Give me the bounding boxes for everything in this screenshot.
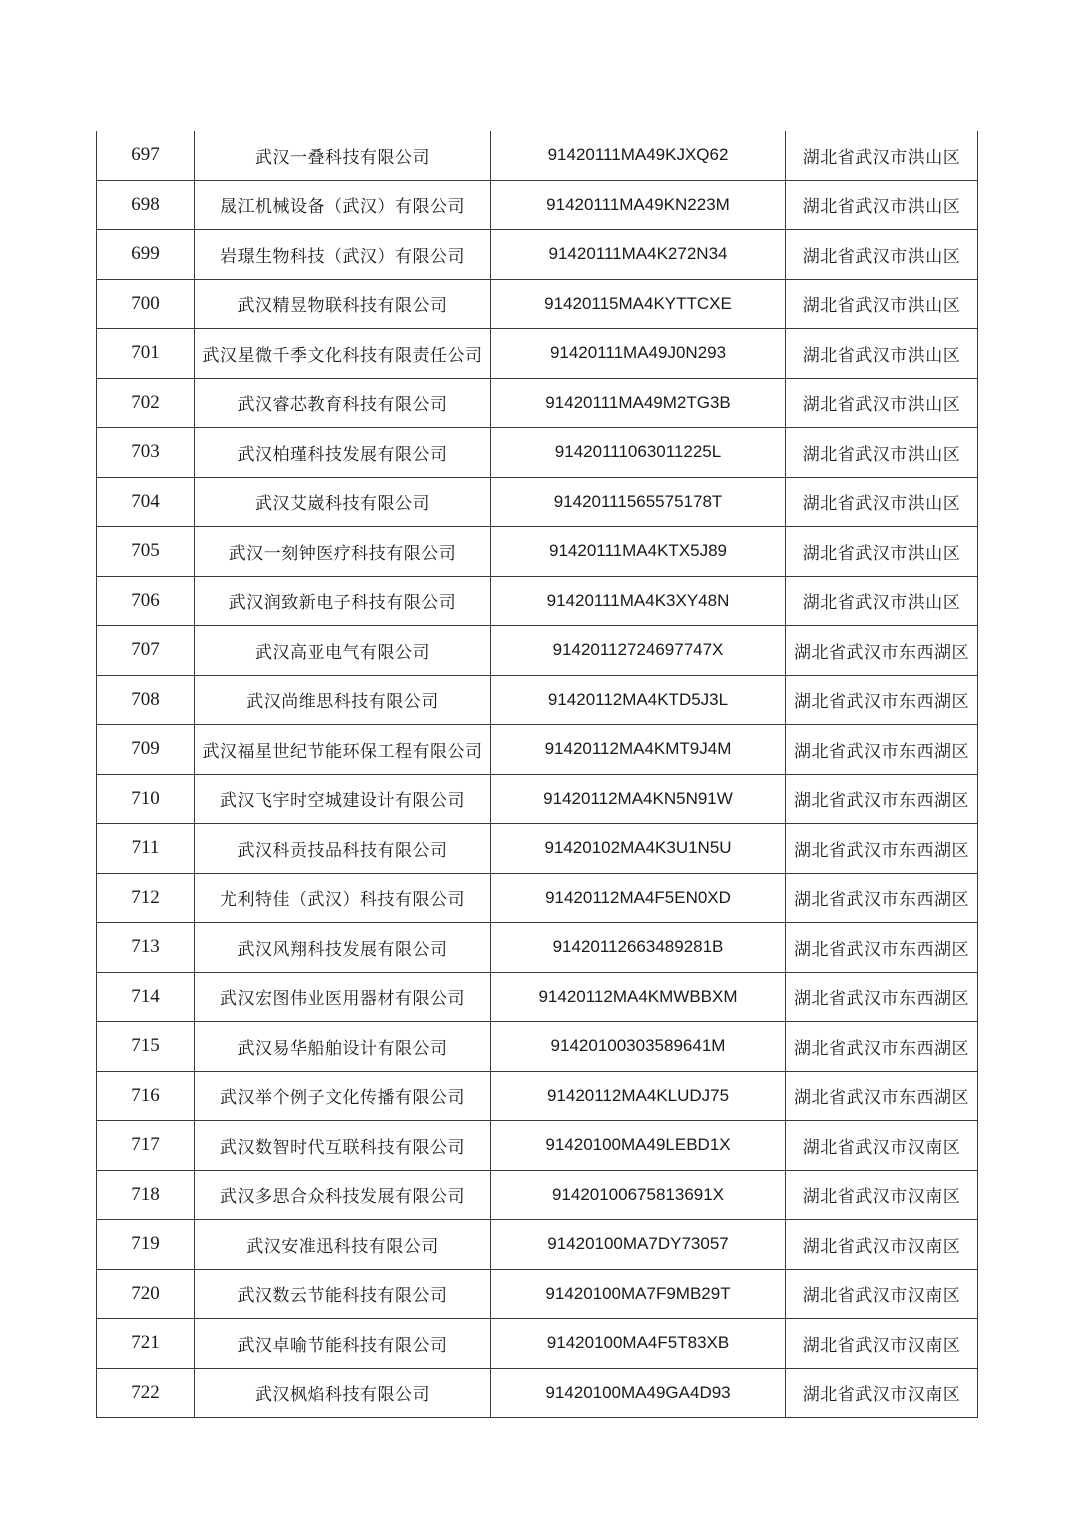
credit-code: 91420100MA4F5T83XB [491,1319,786,1369]
row-number: 701 [97,329,195,379]
credit-code: 91420112724697747X [491,626,786,676]
row-number: 722 [97,1368,195,1418]
credit-code: 91420115MA4KYTTCXE [491,279,786,329]
region: 湖北省武汉市洪山区 [786,378,978,428]
region: 湖北省武汉市东西湖区 [786,923,978,973]
region: 湖北省武汉市东西湖区 [786,725,978,775]
company-name: 武汉一刻钟医疗科技有限公司 [195,527,491,577]
table-row [97,626,978,676]
credit-code: 91420100303589641M [491,1022,786,1072]
row-number: 721 [97,1319,195,1369]
credit-code: 91420102MA4K3U1N5U [491,824,786,874]
table-row [97,378,978,428]
row-number: 704 [97,477,195,527]
table-row [97,1220,978,1270]
table-row [97,1170,978,1220]
credit-code: 91420112MA4F5EN0XD [491,873,786,923]
credit-code: 91420111565575178T [491,477,786,527]
region: 湖北省武汉市洪山区 [786,329,978,379]
region: 湖北省武汉市洪山区 [786,180,978,230]
row-number: 715 [97,1022,195,1072]
row-number: 697 [97,131,195,180]
region: 湖北省武汉市洪山区 [786,131,978,180]
company-name: 武汉精昱物联科技有限公司 [195,279,491,329]
company-name: 武汉润致新电子科技有限公司 [195,576,491,626]
table-row [97,1022,978,1072]
region: 湖北省武汉市东西湖区 [786,1022,978,1072]
credit-code: 91420111MA4K272N34 [491,230,786,280]
region: 湖北省武汉市东西湖区 [786,824,978,874]
company-name: 武汉高亚电气有限公司 [195,626,491,676]
company-name: 武汉一叠科技有限公司 [195,131,491,180]
company-name: 武汉安准迅科技有限公司 [195,1220,491,1270]
company-name: 武汉枫焰科技有限公司 [195,1368,491,1418]
row-number: 720 [97,1269,195,1319]
region: 湖北省武汉市汉南区 [786,1170,978,1220]
credit-code: 91420111MA49KN223M [491,180,786,230]
table-row [97,1269,978,1319]
row-number: 717 [97,1121,195,1171]
table-row [97,131,978,180]
company-name: 武汉宏图伟业医用器材有限公司 [195,972,491,1022]
row-number: 705 [97,527,195,577]
company-name: 武汉多思合众科技发展有限公司 [195,1170,491,1220]
company-name: 武汉风翔科技发展有限公司 [195,923,491,973]
region: 湖北省武汉市汉南区 [786,1368,978,1418]
row-number: 699 [97,230,195,280]
credit-code: 91420100MA7DY73057 [491,1220,786,1270]
credit-code: 91420111MA49M2TG3B [491,378,786,428]
row-number: 703 [97,428,195,478]
table-row [97,428,978,478]
region: 湖北省武汉市汉南区 [786,1220,978,1270]
table-row [97,972,978,1022]
table-row [97,329,978,379]
table-row [97,923,978,973]
credit-code: 91420111063011225L [491,428,786,478]
company-list-table [96,131,978,1418]
company-name: 晟江机械设备（武汉）有限公司 [195,180,491,230]
table-row [97,725,978,775]
credit-code: 91420100MA49LEBD1X [491,1121,786,1171]
table-row [97,576,978,626]
row-number: 706 [97,576,195,626]
company-name: 武汉科贡技品科技有限公司 [195,824,491,874]
region: 湖北省武汉市东西湖区 [786,1071,978,1121]
region: 湖北省武汉市洪山区 [786,428,978,478]
region: 湖北省武汉市汉南区 [786,1319,978,1369]
region: 湖北省武汉市东西湖区 [786,675,978,725]
company-name: 武汉尚维思科技有限公司 [195,675,491,725]
region: 湖北省武汉市东西湖区 [786,626,978,676]
credit-code: 91420112MA4KMWBBXM [491,972,786,1022]
table-row [97,675,978,725]
company-name: 武汉艾崴科技有限公司 [195,477,491,527]
row-number: 714 [97,972,195,1022]
company-name: 尤利特佳（武汉）科技有限公司 [195,873,491,923]
company-name: 岩璟生物科技（武汉）有限公司 [195,230,491,280]
row-number: 700 [97,279,195,329]
table-row [97,279,978,329]
company-name: 武汉睿芯教育科技有限公司 [195,378,491,428]
row-number: 710 [97,774,195,824]
row-number: 716 [97,1071,195,1121]
region: 湖北省武汉市东西湖区 [786,774,978,824]
region: 湖北省武汉市汉南区 [786,1269,978,1319]
table-body [97,131,978,1418]
company-name: 武汉飞宇时空城建设计有限公司 [195,774,491,824]
table-row [97,1121,978,1171]
row-number: 702 [97,378,195,428]
company-name: 武汉柏瑾科技发展有限公司 [195,428,491,478]
region: 湖北省武汉市洪山区 [786,527,978,577]
credit-code: 91420111MA4KTX5J89 [491,527,786,577]
table-row [97,180,978,230]
credit-code: 91420111MA4K3XY48N [491,576,786,626]
company-name: 武汉数智时代互联科技有限公司 [195,1121,491,1171]
company-name: 武汉星微千季文化科技有限责任公司 [195,329,491,379]
table-row [97,527,978,577]
table-row [97,873,978,923]
region: 湖北省武汉市东西湖区 [786,873,978,923]
region: 湖北省武汉市东西湖区 [786,972,978,1022]
region: 湖北省武汉市洪山区 [786,477,978,527]
table-row [97,1368,978,1418]
credit-code: 91420112MA4KMT9J4M [491,725,786,775]
row-number: 713 [97,923,195,973]
table-row [97,477,978,527]
table-row [97,774,978,824]
company-name: 武汉易华船舶设计有限公司 [195,1022,491,1072]
table-row [97,1319,978,1369]
credit-code: 91420111MA49KJXQ62 [491,131,786,180]
row-number: 719 [97,1220,195,1270]
row-number: 709 [97,725,195,775]
credit-code: 91420100MA49GA4D93 [491,1368,786,1418]
table-row [97,1071,978,1121]
company-name: 武汉举个例子文化传播有限公司 [195,1071,491,1121]
table-row [97,824,978,874]
region: 湖北省武汉市洪山区 [786,230,978,280]
credit-code: 91420112663489281B [491,923,786,973]
row-number: 698 [97,180,195,230]
region: 湖北省武汉市洪山区 [786,279,978,329]
credit-code: 91420112MA4KTD5J3L [491,675,786,725]
region: 湖北省武汉市汉南区 [786,1121,978,1171]
company-name: 武汉福星世纪节能环保工程有限公司 [195,725,491,775]
credit-code: 91420100675813691X [491,1170,786,1220]
credit-code: 91420111MA49J0N293 [491,329,786,379]
row-number: 708 [97,675,195,725]
row-number: 711 [97,824,195,874]
credit-code: 91420112MA4KN5N91W [491,774,786,824]
credit-code: 91420100MA7F9MB29T [491,1269,786,1319]
company-name: 武汉卓喻节能科技有限公司 [195,1319,491,1369]
credit-code: 91420112MA4KLUDJ75 [491,1071,786,1121]
row-number: 707 [97,626,195,676]
table-row [97,230,978,280]
region: 湖北省武汉市洪山区 [786,576,978,626]
row-number: 718 [97,1170,195,1220]
row-number: 712 [97,873,195,923]
company-name: 武汉数云节能科技有限公司 [195,1269,491,1319]
